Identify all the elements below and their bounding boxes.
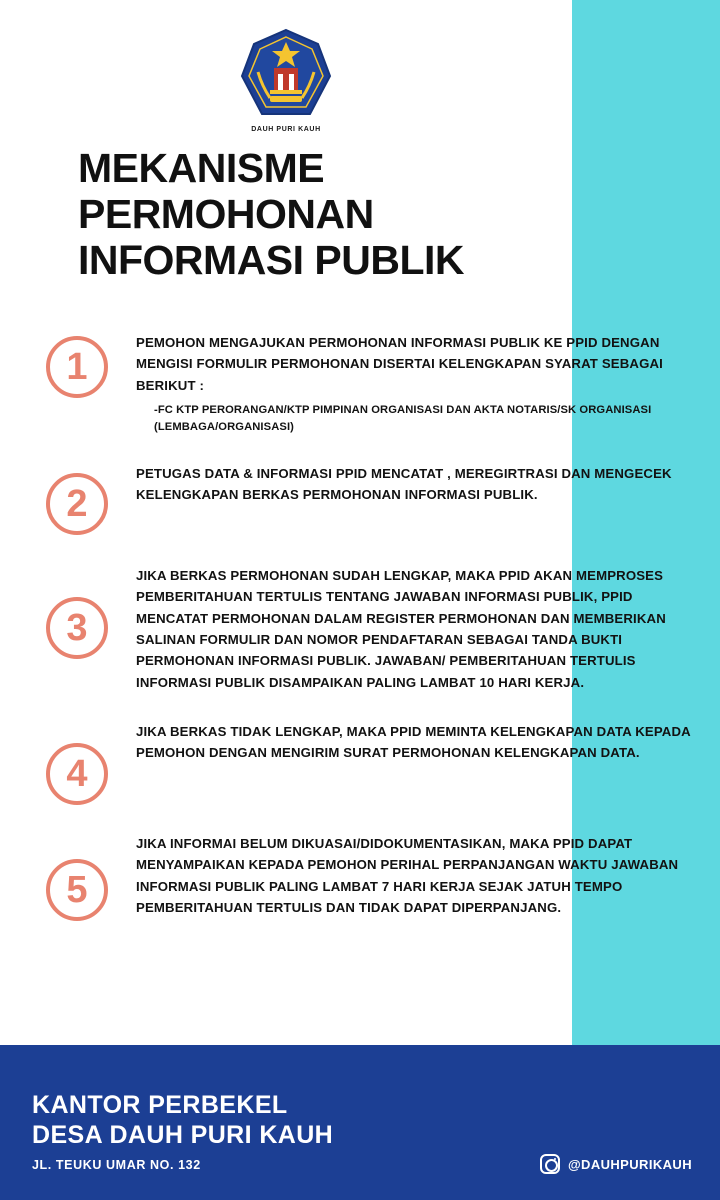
step-text: PETUGAS DATA & INFORMASI PPID MENCATAT , MEREGIRTRASI DAN MENGECEK KELENGKAPAN BERKAS PERMOHONAN INFORMASI PUBLIK. — [136, 465, 672, 503]
step-item — [0, 565, 720, 693]
step-number-badge: 2 — [46, 473, 108, 535]
title-line-1: MEKANISME — [78, 145, 325, 191]
village-emblem-icon — [240, 28, 332, 124]
step-item — [0, 332, 720, 437]
step-item — [0, 833, 720, 921]
step-text: JIKA INFORMAI BELUM DIKUASAI/DIDOKUMENTASIKAN, MAKA PPID DAPAT MENYAMPAIKAN KEPADA PEMOHON PERIHAL PERPANJANGAN WAKTU JAWABAN INFORMASI PUBLIK PALING LAMBAT 7 HARI KERJA SEJAK JATUH TEMPO PEMBERITAHUAN TERTULIS DAN TIDAK DAPAT DIPERPANJANG. — [136, 836, 679, 916]
step-subtext: -FC KTP PERORANGAN/KTP PIMPINAN ORGANISASI DAN AKTA NOTARIS/SK ORGANISASI (LEMBAGA/ORGANISASI) — [154, 404, 652, 434]
step-text: JIKA BERKAS TIDAK LENGKAP, MAKA PPID MEMINTA KELENGKAPAN DATA KEPADA PEMOHON DENGAN MENGIRIM SURAT PERMOHONAN KELENGKAPAN DATA. — [136, 724, 691, 761]
social-link[interactable] — [540, 1154, 692, 1174]
instagram-icon — [540, 1154, 560, 1174]
step-item — [0, 721, 720, 805]
logo-block — [0, 28, 572, 133]
step-body — [136, 721, 720, 764]
footer-bar — [0, 1045, 720, 1200]
step-body — [136, 565, 720, 693]
footer-address: JL. TEUKU UMAR NO. 132 — [32, 1158, 201, 1172]
step-body — [136, 833, 720, 919]
social-handle: @DAUHPURIKAUH — [567, 1156, 692, 1172]
footer-line-1: KANTOR PERBEKEL — [32, 1091, 288, 1119]
title-line-2: PERMOHONAN — [78, 190, 374, 237]
step-text: PEMOHON MENGAJUKAN PERMOHONAN INFORMASI PUBLIK KE PPID DENGAN MENGISI FORMULIR PERMOHONAN DISERTAI KELENGKAPAN SYARAT SEBAGAI BERIKUT : — [136, 335, 663, 393]
footer-line-2: DESA DAUH PURI KAUH — [32, 1120, 334, 1149]
step-number-badge: 1 — [46, 336, 108, 398]
step-number-badge: 4 — [46, 743, 108, 805]
step-item — [0, 463, 720, 535]
step-number-badge: 5 — [46, 859, 108, 921]
title-line-3: INFORMASI PUBLIK — [78, 236, 465, 283]
step-body — [136, 332, 720, 437]
step-number-badge: 3 — [46, 597, 108, 659]
page-title — [78, 146, 678, 284]
step-text: JIKA BERKAS PERMOHONAN SUDAH LENGKAP, MAKA PPID AKAN MEMPROSES PEMBERITAHUAN TERTULIS TENTANG JAWABAN INFORMASI PUBLIK, PPID MENCATAT PERMOHONAN DALAM REGISTER PERMOHONAN DAN MEMBERIKAN SALINAN FORMULIR DAN NOMOR PENDAFTARAN SEBAGAI TANDA BUKTI PERMOHONAN INFORMASI PUBLIK. JAWABAN/ PEMBERITAHUAN TERTULIS INFORMASI PUBLIK DISAMPAIKAN PALING LAMBAT 10 HARI KERJA. — [136, 567, 666, 690]
step-body — [136, 463, 720, 506]
steps-list — [0, 332, 720, 921]
logo-caption: DAUH PURI KAUH — [251, 126, 321, 133]
footer-office-info — [32, 1091, 333, 1172]
